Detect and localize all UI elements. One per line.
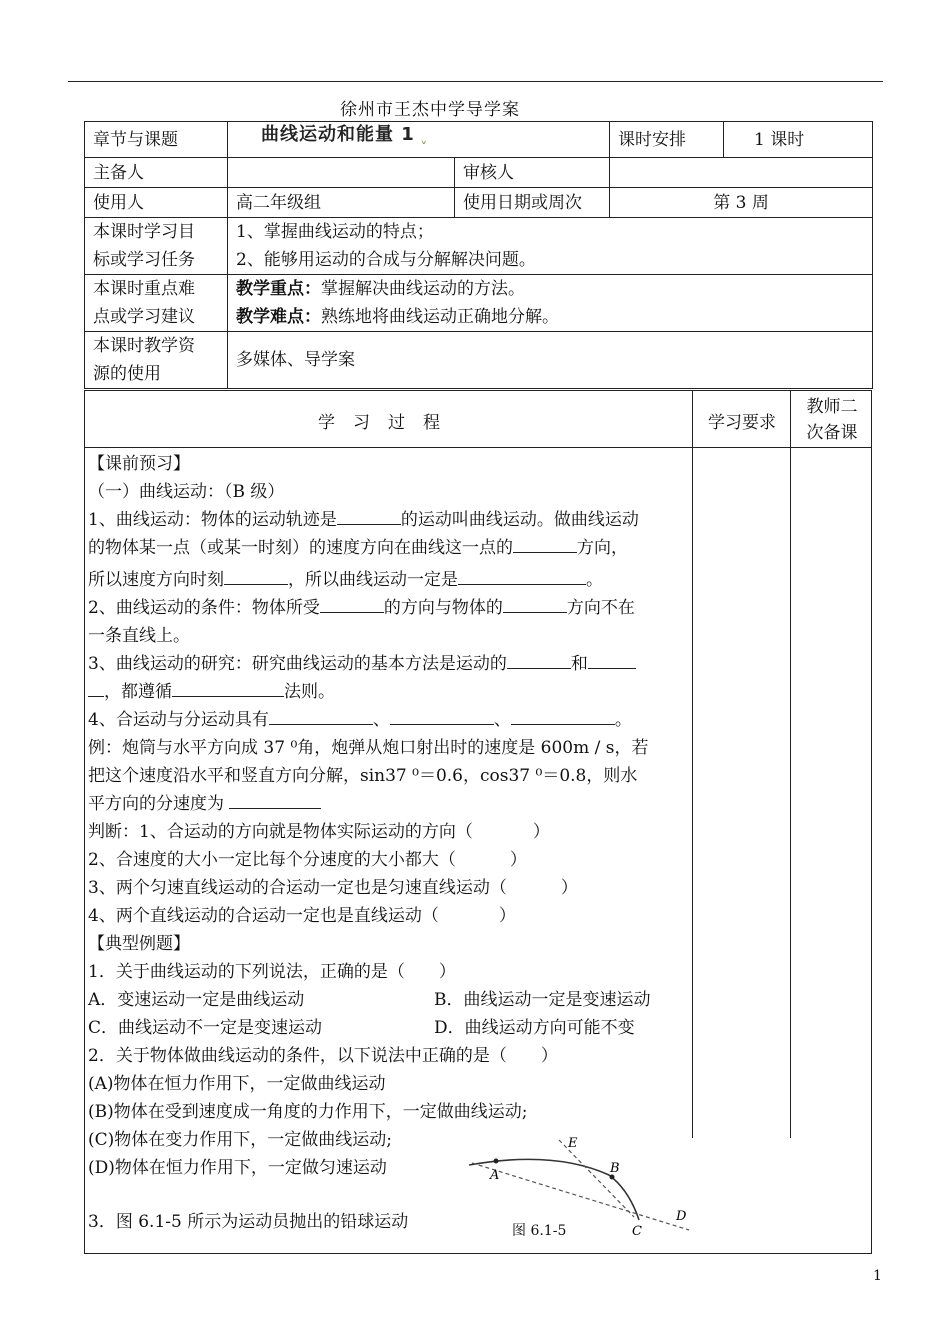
resource-label-line1: 本课时教学资 [93,336,195,356]
lesson-title-cell [228,122,610,158]
question-1-line1: 1、曲线运动：物体的运动轨迹是 的运动叫曲线运动。做曲线运动 [88,506,688,534]
fig-label-c: C [632,1224,642,1239]
date-value: 第 3 周 [610,188,873,218]
goal-label [85,218,228,275]
goal-label-line1: 本课时学习目 [93,222,195,242]
chapter-label: 章节与课题 [85,122,228,158]
frame-bottom [84,1253,872,1254]
process-header-rule [84,447,872,448]
judge-1: 判断：1、合运动的方向就是物体实际运动的方向（ ） [88,822,550,842]
resource-label-line2: 源的使用 [93,364,161,384]
page-number: 1 [873,1268,882,1284]
judge-2: 2、合速度的大小一定比每个分速度的大小都大（ ） [88,850,527,870]
difficulty-point [236,303,864,331]
problem-1-choices-ab: A．变速运动一定是曲线运动 B．曲线运动一定是变速运动 [88,990,651,1010]
example-line3: 平方向的分速度为 [88,790,688,818]
column-divider-2 [790,390,791,1138]
process-content [88,450,688,1236]
fig-label-b: B [610,1161,620,1176]
shot-put-trajectory-figure [464,1135,694,1243]
judge-3: 3、两个匀速直线运动的合运动一定也是匀速直线运动（ ） [88,878,578,898]
school-title: 徐州市王杰中学导学案 [340,100,520,120]
reviewer-value [610,158,873,188]
user-value: 高二年级组 [228,188,455,218]
problem-2: 2．关于物体做曲线运动的条件，以下说法中正确的是（ ） [88,1046,558,1066]
figure-caption: 图 6.1-5 [512,1223,567,1239]
teacher-header-line1: 教师二 [806,397,858,417]
lesson-info-table [84,121,873,389]
frame-top [84,390,872,391]
question-3-line1: 3、曲线运动的研究：研究曲线运动的基本方法是运动的 和 [88,650,688,678]
key-label [85,275,228,332]
schedule-value: 1 课时 [724,122,873,158]
column-divider-1 [692,390,693,1138]
tangent-line-b [559,1140,634,1217]
difficulty-text: 熟练地将曲线运动正确地分解。 [321,307,559,327]
key-content [228,275,873,332]
sub-heading-curve: （一）曲线运动：（B 级） [88,482,285,502]
judge-4: 4、两个直线运动的合运动一定也是直线运动（ ） [88,906,516,926]
fig-label-a: A [490,1168,500,1183]
problem-2-c: (C)物体在变力作用下，一定做曲线运动; [88,1130,392,1150]
key-label-line1: 本课时重点难 [93,279,195,299]
goal-1: 1、掌握曲线运动的特点； [236,222,434,242]
date-label: 使用日期或周次 [455,188,610,218]
key-point-label: 教学重点： [236,279,321,299]
difficulty-label: 教学难点： [236,307,321,327]
section-preview: 【课前预习】 [88,454,190,474]
tangent-line-a [472,1163,689,1230]
preparer-label: 主备人 [85,158,228,188]
preparer-value [228,158,455,188]
problem-2-b: (B)物体在受到速度成一角度的力作用下，一定做曲线运动; [88,1102,528,1122]
process-title: 学习过程 [318,413,458,433]
mark: ˬ [420,128,428,144]
problem-3: 3．图 6.1-5 所示为运动员抛出的铅球运动 [88,1212,409,1232]
key-label-line2: 点或学习建议 [93,307,195,327]
question-4: 4、合运动与分运动具有 、 、 。 [88,706,688,734]
question-2-line2: 一条直线上。 [88,626,190,646]
top-rule [68,81,883,82]
question-3-line2: ，都遵循 法则。 [88,678,688,706]
user-label: 使用人 [85,188,228,218]
point-a [494,1159,499,1164]
question-2-line1: 2、曲线运动的条件：物体所受 的方向与物体的 方向不在 [88,594,688,622]
frame-right [871,390,872,1254]
requirement-header: 学习要求 [708,413,776,433]
fig-label-e: E [568,1136,578,1151]
learning-process-section [84,390,872,1254]
schedule-label: 课时安排 [610,122,724,158]
key-point-text: 掌握解决曲线运动的方法。 [321,279,525,299]
example-line2: 把这个速度沿水平和竖直方向分解，sin37 ⁰＝0.6，cos37 ⁰＝0.8，则水 [88,766,638,786]
reviewer-label: 审核人 [455,158,610,188]
goal-2: 2、能够用运动的合成与分解解决问题。 [236,250,536,270]
goal-label-line2: 标或学习任务 [93,250,195,270]
problem-2-a: (A)物体在恒力作用下，一定做曲线运动 [88,1074,386,1094]
fig-label-d: D [676,1209,687,1224]
problem-2-d: (D)物体在恒力作用下，一定做匀速运动 [88,1158,387,1178]
question-1-line2: 的物体某一点（或某一时刻）的速度方向在曲线这一点的 方向， [88,534,688,562]
problem-1: 1．关于曲线运动的下列说法，正确的是（ ） [88,962,456,982]
goal-content [228,218,873,275]
frame-left [84,390,85,1254]
key-point [236,275,864,303]
question-1-line3: 所以速度方向时刻 ，所以曲线运动一定是 。 [88,566,688,594]
section-examples: 【典型例题】 [88,934,190,954]
problem-1-choices-cd: C．曲线运动不一定是变速运动 D．曲线运动方向可能不变 [88,1018,635,1038]
resource-label [85,332,228,389]
teacher-header-line2: 次备课 [806,423,858,443]
lesson-title: 曲线运动和能量 1 [261,124,415,145]
example-line1: 例：炮筒与水平方向成 37 ⁰角，炮弹从炮口射出时的速度是 600m / s，若 [88,738,649,758]
resource-value: 多媒体、导学案 [228,332,873,389]
teacher-notes-header [792,394,872,446]
